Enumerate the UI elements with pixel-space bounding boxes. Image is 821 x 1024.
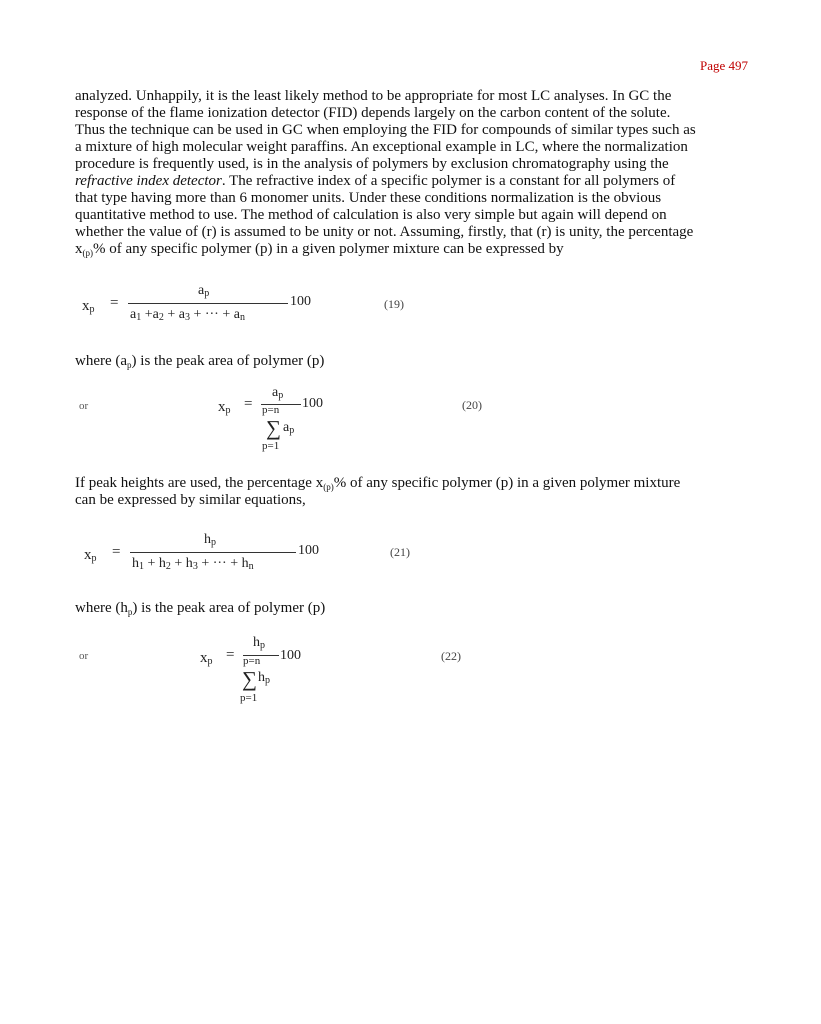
equation-number: (20) [462, 398, 482, 412]
equals-sign: = [226, 647, 235, 663]
or-label: or [79, 400, 89, 412]
page-number: Page 497 [699, 58, 748, 73]
numerator: ap [198, 283, 210, 299]
subscript: p [127, 360, 132, 370]
subscript: (p) [82, 248, 93, 258]
equation-lhs: xp [84, 547, 97, 564]
equation-lhs: xp [218, 399, 231, 416]
subscript: (p) [323, 482, 334, 492]
denominator: a1 +a2 + a3 + ··· + an [130, 307, 245, 323]
text-fragment: where (h [75, 600, 128, 616]
equation-21 [0, 530, 821, 580]
equals-sign: = [112, 544, 121, 560]
text-line: that type having more than 6 monomer units. Under these conditions normalization is the obvious [75, 190, 662, 206]
definition-hp [75, 600, 755, 617]
text-fragment: ) is the peak area of polymer (p) [132, 600, 326, 616]
equation-19 [0, 280, 821, 330]
lower-limit: p=1 [240, 692, 258, 704]
text-fragment: % of any specific polymer (p) in a given polymer mixture [333, 475, 681, 491]
fraction-bar [130, 552, 296, 553]
sum-term: ap [283, 420, 295, 436]
text-line: analyzed. Unhappily, it is the least likely method to be appropriate for most LC analyses. In GC the [75, 88, 672, 104]
text-line: quantitative method to use. The method of calculation is also very simple but again will depend on [75, 207, 667, 223]
numerator: hp [253, 635, 265, 651]
sigma-icon: ∑ [242, 667, 257, 691]
text-line [75, 241, 755, 258]
paragraph-peak-heights [75, 475, 755, 509]
text-line: Thus the technique can be used in GC when employing the FID for compounds of similar types such as [75, 122, 696, 138]
factor-100: 100 [298, 543, 319, 558]
text-fragment: ) is the peak area of polymer (p) [131, 353, 325, 369]
sum-term: hp [258, 670, 270, 686]
subscript: p [127, 607, 133, 617]
equation-lhs: xp [82, 298, 95, 315]
definition-ap [75, 353, 755, 370]
upper-limit: p=n [243, 655, 261, 667]
fraction-bar [128, 303, 288, 304]
equation-number: (22) [441, 649, 461, 663]
factor-100: 100 [290, 294, 311, 309]
text-line: response of the flame ionization detector (FID) depends largely on the carbon content of the solute. [75, 105, 671, 121]
or-label: or [79, 650, 89, 662]
sigma-icon: ∑ [266, 416, 281, 440]
factor-100: 100 [302, 396, 323, 411]
italic-term: refractive index detector [75, 173, 222, 189]
text-fragment: where (a [75, 353, 128, 369]
text-line: whether the value of (r) is assumed to be unity or not. Assuming, firstly, that (r) is unity, the percentage [75, 224, 694, 240]
numerator: hp [204, 532, 216, 548]
text-fragment: % of any specific polymer (p) in a given polymer mixture can be expressed by [93, 241, 564, 257]
text-line: can be expressed by similar equations, [75, 492, 306, 508]
text-fragment: If peak heights are used, the percentage x [75, 475, 324, 491]
equation-number: (19) [384, 297, 404, 311]
upper-limit: p=n [262, 404, 280, 416]
factor-100: 100 [280, 648, 301, 663]
equals-sign: = [110, 295, 119, 311]
text-line: procedure is frequently used, is in the analysis of polymers by exclusion chromatography using the [75, 156, 669, 172]
text-line [75, 173, 755, 190]
equation-20 [0, 382, 821, 462]
equation-22 [0, 632, 821, 712]
equation-number: (21) [390, 545, 410, 559]
text-fragment: . The refractive index of a specific polymer is a constant for all polymers of [221, 173, 676, 189]
numerator: ap [272, 385, 284, 401]
lower-limit: p=1 [262, 440, 280, 452]
paragraph-intro [75, 88, 755, 258]
denominator: h1 + h2 + h3 + ··· + hn [132, 556, 254, 572]
text-line [75, 475, 755, 492]
variable: x [75, 241, 83, 257]
equals-sign: = [244, 396, 253, 412]
text-line: a mixture of high molecular weight paraffins. An exceptional example in LC, where the normalization [75, 139, 688, 155]
equation-lhs: xp [200, 650, 213, 667]
